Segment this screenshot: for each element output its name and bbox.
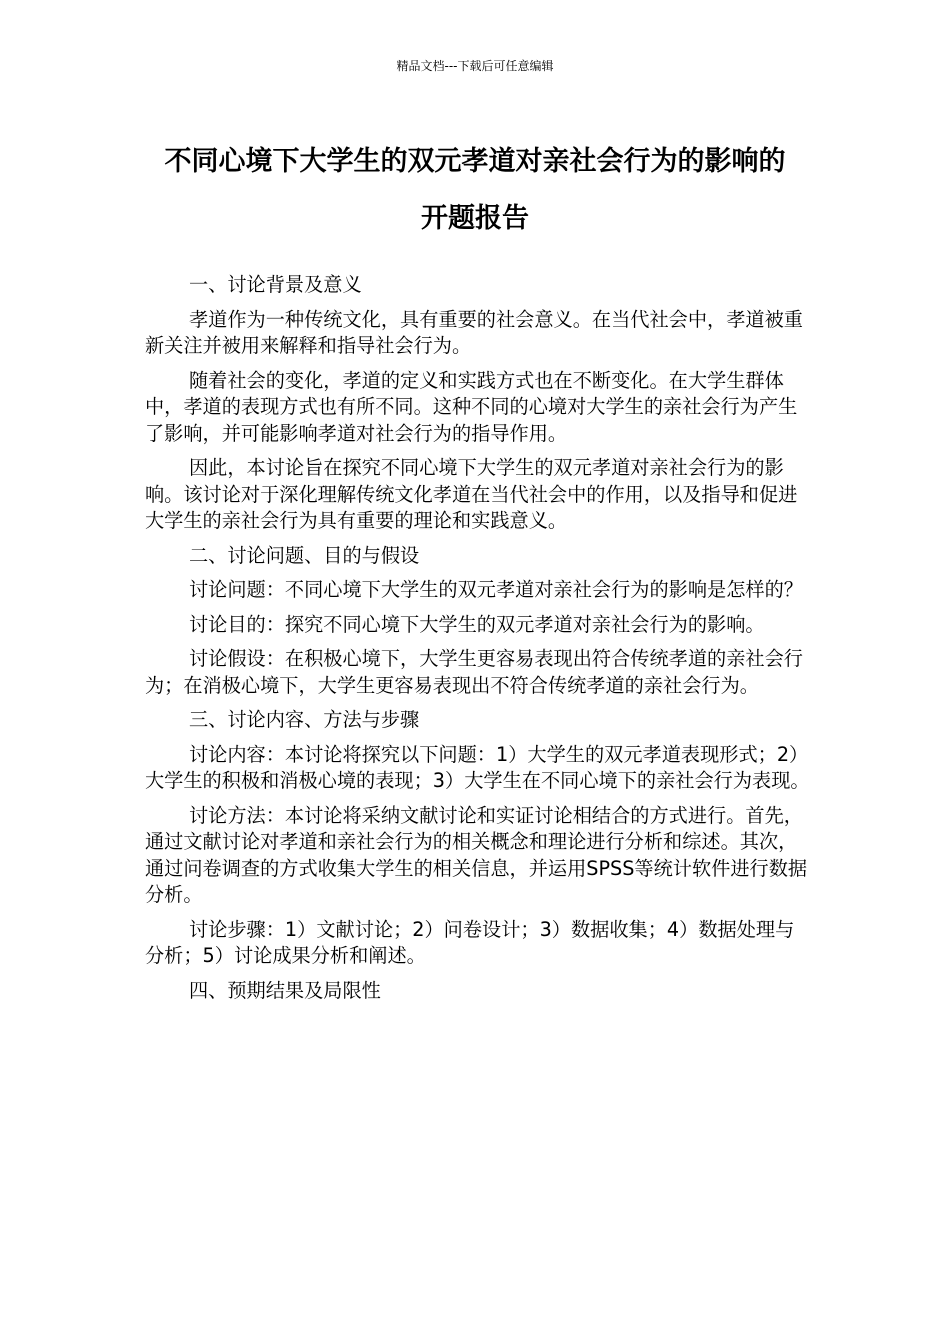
section-heading-background: 一、讨论背景及意义 <box>189 273 362 296</box>
paragraph: 孝道作为一种传统文化，具有重要的社会意义。在当代社会中，孝道被重新关注并被用来解释和指导社会行为。 <box>145 307 803 357</box>
section-heading-methods: 三、讨论内容、方法与步骤 <box>189 708 420 731</box>
paragraph: 讨论目的：探究不同心境下大学生的双元孝道对亲社会行为的影响。 <box>189 612 765 636</box>
paragraph: 讨论问题：不同心境下大学生的双元孝道对亲社会行为的影响是怎样的？ <box>189 578 803 601</box>
paragraph: 讨论假设：在积极心境下，大学生更容易表现出符合传统孝道的亲社会行为；在消极心境下，大学生更容易表现出不符合传统孝道的亲社会行为。 <box>145 647 803 697</box>
paragraph: 随着社会的变化，孝道的定义和实践方式也在不断变化。在大学生群体中，孝道的表现方式也有所不同。这种不同的心境对大学生的亲社会行为产生了影响，并可能影响孝道对社会行为的指导作用。 <box>145 368 798 445</box>
title-line-2: 开题报告 <box>421 203 529 234</box>
paragraph: 讨论步骤：1）文献讨论；2）问卷设计；3）数据收集；4）数据处理与分析；5）讨论成果分析和阐述。 <box>145 917 795 967</box>
document-body <box>145 272 813 1012</box>
title-line-1: 不同心境下大学生的双元孝道对亲社会行为的影响的 <box>164 146 786 177</box>
document-title <box>120 133 830 247</box>
paragraph: 讨论内容：本讨论将探究以下问题：1）大学生的双元孝道表现形式；2）大学生的积极和消极心境的表现；3）大学生在不同心境下的亲社会行为表现。 <box>145 742 810 792</box>
section-heading-questions: 二、讨论问题、目的与假设 <box>189 543 420 567</box>
page-header-note: 精品文档---下载后可任意编辑 <box>396 59 554 73</box>
section-heading-results: 四、预期结果及局限性 <box>189 978 381 1002</box>
paragraph: 讨论方法：本讨论将采纳文献讨论和实证讨论相结合的方式进行。首先，通过文献讨论对孝道和亲社会行为的相关概念和理论进行分析和综述。其次，通过问卷调查的方式收集大学生的相关信息，并运用SPSS等统计软件进行数据分析。 <box>145 803 808 906</box>
paragraph: 因此，本讨论旨在探究不同心境下大学生的双元孝道对亲社会行为的影响。该讨论对于深化理解传统文化孝道在当代社会中的作用，以及指导和促进大学生的亲社会行为具有重要的理论和实践意义。 <box>145 456 798 532</box>
